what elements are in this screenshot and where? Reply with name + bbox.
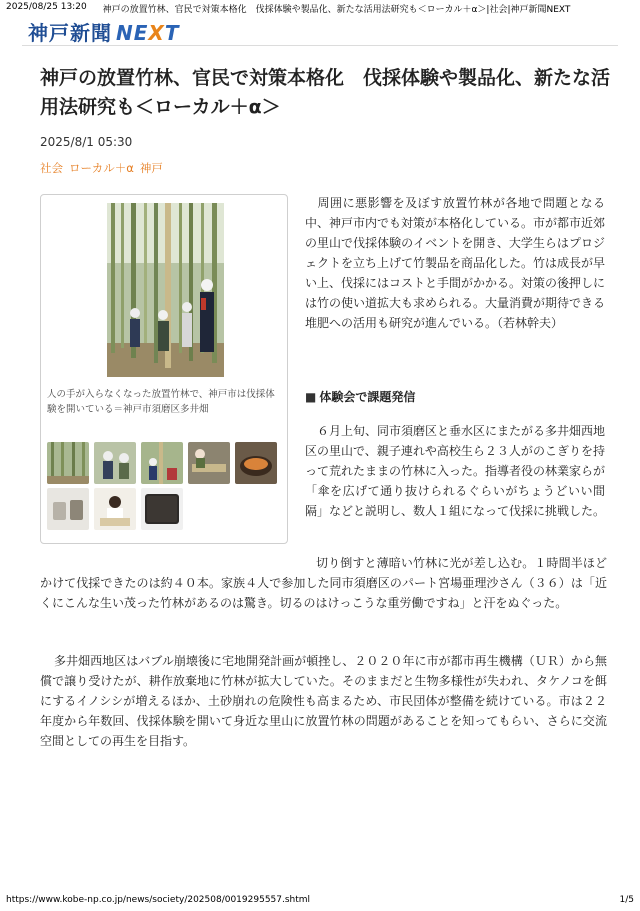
article-date: 2025/8/1 05:30 (40, 135, 133, 149)
thumbnail-6[interactable] (47, 488, 89, 530)
article-lead: 周囲に悪影響を及ぼす放置竹林が各地で問題となる中、神戸市内でも対策が本格化している。市が都市近郊の里山で伐採体験のイベントを開き、大学生らはプロジェクトを立ち上げて竹製品を商品化した。竹は成長が早い上、伐採にはコストと手間がかかる。対策の後押しには竹の使い道拡大も求められる。大量消費が期待できる堆肥への活用も研究が進んでいる。（若林幹夫） (305, 196, 606, 330)
thumbnail-7[interactable] (94, 488, 136, 530)
tag-link-local-alpha[interactable]: ローカル＋α (69, 161, 134, 175)
photo-gallery (40, 194, 288, 544)
article-tags (40, 160, 163, 176)
site-logo[interactable] (28, 17, 179, 46)
thumbnail-strip (47, 442, 283, 530)
thumbnail-4[interactable] (188, 442, 230, 484)
thumbnail-1[interactable] (47, 442, 89, 484)
tag-link-kobe[interactable]: 神戸 (139, 161, 163, 175)
article-title: 神戸の放置竹林、官民で対策本格化 伐採体験や製品化、新たな活用法研究も＜ローカル＋α＞ (40, 67, 611, 118)
print-url: https://www.kobe-np.co.jp/news/society/202508/0019295557.shtml (6, 895, 311, 905)
logo-next-text: NEXT (116, 21, 180, 45)
thumbnail-2[interactable] (94, 442, 136, 484)
print-header (6, 2, 634, 15)
section-heading (305, 388, 415, 405)
header-divider (22, 45, 618, 46)
thumbnail-3[interactable] (141, 442, 183, 484)
section-heading-text: 体験会で課題発信 (319, 390, 416, 404)
tag-link-society[interactable]: 社会 (40, 161, 63, 175)
article-paragraph: 多井畑西地区はバブル崩壊後に宅地開発計画が頓挫し、２０２０年に市が都市再生機構（ＵＲ）から無償で譲り受けたが、耕作放棄地に竹林が拡大していた。そのままだと生物多様性が失われ、タケノコを餌にするイノシシが増えるほか、土砂崩れの危険性も高まるため、市民団体が整備を続けている。市は２２年度から年数回、伐採体験を開いて身近な里山に放置竹林の問題があることを知ってもらい、さらに交流空間としての再生を目指す。 (40, 654, 607, 748)
print-footer (6, 895, 634, 905)
article-paragraph: 切り倒すと薄暗い竹林に光が差し込む。１時間半ほどかけて伐採できたのは約４０本。家族４人で参加した同市須磨区のパート宮場亜理沙さん（３６）は「近くにこんな生い茂った竹林があるのは驚き。切るのはけっこうな重労働ですね」と汗をぬぐった。 (40, 556, 607, 610)
print-page-title: 神戸の放置竹林、官民で対策本格化 伐採体験や製品化、新たな活用法研究も＜ローカル＋α＞|社会|神戸新聞NEXT (102, 5, 571, 15)
thumbnail-8[interactable] (141, 488, 183, 530)
heading-square-icon: ■ (305, 390, 317, 404)
main-photo[interactable] (107, 203, 224, 377)
logo-main-text: 神戸新聞 (28, 21, 112, 45)
thumbnail-5[interactable] (235, 442, 277, 484)
article-paragraph: ６月上旬、同市須磨区と垂水区にまたがる多井畑西地区の里山で、親子連れや高校生ら２３人がのこぎりを持って荒れたままの竹林に入った。指導者役の林業家らが「傘を広げて通り抜けられるぐらいがちょうどいい間隔」などと説明し、数人１組になって伐採に挑戦した。 (305, 424, 606, 518)
photo-caption: 人の手が入らなくなった放置竹林で、神戸市は伐採体験を開いている＝神戸市須磨区多井畑 (47, 389, 275, 415)
print-datetime: 2025/08/25 13:20 (6, 2, 87, 12)
print-page-number: 1/5 (619, 895, 634, 905)
